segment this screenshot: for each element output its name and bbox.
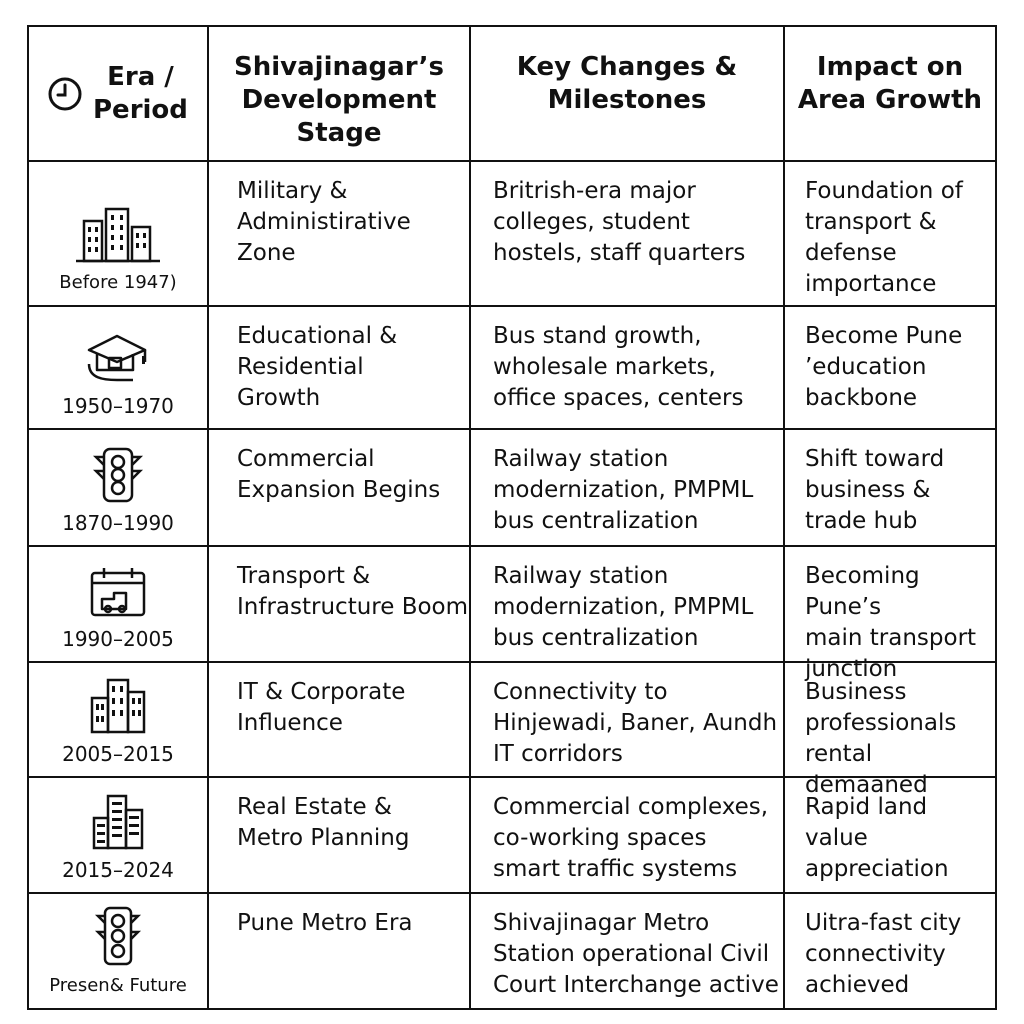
stage-cell <box>209 663 471 776</box>
office-buildings-icon <box>88 676 148 734</box>
stage-cell <box>209 547 471 661</box>
header-changes-cell <box>471 27 785 160</box>
impact-text: Rapid land value appreciation <box>805 794 949 882</box>
changes-cell <box>471 547 785 661</box>
table-row <box>29 430 995 547</box>
stage-text: Transport & Infrastructure Boom <box>237 563 469 620</box>
era-cell <box>29 778 209 892</box>
impact-text: Shift toward business & trade hub <box>805 446 945 534</box>
header-row <box>29 27 995 162</box>
stage-text: Educational & Residential Growth <box>237 323 398 411</box>
stage-text: Commercial Expansion Begins <box>237 446 441 503</box>
era-cell <box>29 663 209 776</box>
stage-text: Real Estate & Metro Planning <box>237 794 410 851</box>
era-label: 2005–2015 <box>62 742 174 766</box>
era-label: 1950–1970 <box>62 394 174 418</box>
impact-cell <box>785 162 995 305</box>
graduation-house-icon <box>83 332 153 386</box>
changes-cell <box>471 430 785 545</box>
era-cell <box>29 307 209 428</box>
era-label: 1870–1990 <box>62 511 174 535</box>
impact-text: Foundation of transport & defense importance <box>805 178 963 297</box>
changes-cell <box>471 162 785 305</box>
stage-text: Pune Metro Era <box>237 910 413 936</box>
era-cell <box>29 162 209 305</box>
impact-text: Become Pune ’education backbone <box>805 323 963 411</box>
header-impact-label: Impact on Area Growth <box>797 52 983 115</box>
city-buildings-icon <box>72 207 164 263</box>
traffic-light-icon <box>90 447 146 503</box>
impact-cell <box>785 894 995 1008</box>
stage-text: IT & Corporate Influence <box>237 679 406 736</box>
table-row <box>29 307 995 430</box>
era-cell <box>29 894 209 1008</box>
stage-cell <box>209 430 471 545</box>
clock-icon <box>47 76 83 112</box>
changes-text: Britrish-era major colleges, student hostels, staff quarters <box>493 178 746 266</box>
impact-text: Uitra-fast city connectivity achieved <box>805 910 962 998</box>
calendar-bus-icon <box>88 565 148 619</box>
header-era-cell <box>29 27 209 160</box>
header-stage-cell <box>209 27 471 160</box>
changes-text: Connectivity to Hinjewadi, Baner, Aundh IT corridors <box>493 679 778 767</box>
table-row <box>29 547 995 682</box>
stage-cell <box>209 894 471 1008</box>
changes-text: Shivajinagar Metro Station operational Civil Court Interchange active <box>493 910 779 998</box>
changes-text: Railway station modernization, PMPML bus centralization <box>493 446 754 534</box>
stage-text: Military & Administirative Zone <box>237 178 411 266</box>
table-row <box>29 663 995 798</box>
header-changes-label: Key Changes & Milestones <box>516 52 738 115</box>
skyscraper-icon <box>88 792 148 850</box>
impact-cell <box>785 778 995 892</box>
changes-text: Commercial complexes, co-working spaces smart traffic systems <box>493 794 769 882</box>
table-row <box>29 894 995 1008</box>
header-era-label: Era / Period <box>93 61 188 125</box>
changes-text: Bus stand growth, wholesale markets, office spaces, centers <box>493 323 744 411</box>
changes-cell <box>471 663 785 776</box>
era-label: 1990–2005 <box>62 627 174 651</box>
stage-cell <box>209 162 471 305</box>
changes-cell <box>471 778 785 892</box>
era-label: 2015–2024 <box>62 858 174 882</box>
impact-cell <box>785 547 995 682</box>
header-impact-cell <box>785 27 995 160</box>
era-label: Before 1947) <box>59 272 177 293</box>
impact-text: Business professionals rental demaaned <box>805 679 957 798</box>
changes-text: Railway station modernization, PMPML bus centralization <box>493 563 754 651</box>
impact-cell <box>785 430 995 545</box>
stage-cell <box>209 778 471 892</box>
stage-cell <box>209 307 471 428</box>
era-cell <box>29 430 209 545</box>
changes-cell <box>471 894 785 1008</box>
development-table <box>27 25 997 1010</box>
traffic-signal-icon <box>93 906 143 966</box>
table-row <box>29 162 995 307</box>
era-cell <box>29 547 209 661</box>
impact-cell <box>785 307 995 428</box>
impact-text: Becoming Pune’s main transport junction <box>805 563 977 682</box>
changes-cell <box>471 307 785 428</box>
era-label: Presen& Future <box>49 975 187 996</box>
header-stage-label: Shivajinagar’s Development Stage <box>234 52 444 148</box>
table-row <box>29 778 995 894</box>
impact-cell <box>785 663 995 798</box>
